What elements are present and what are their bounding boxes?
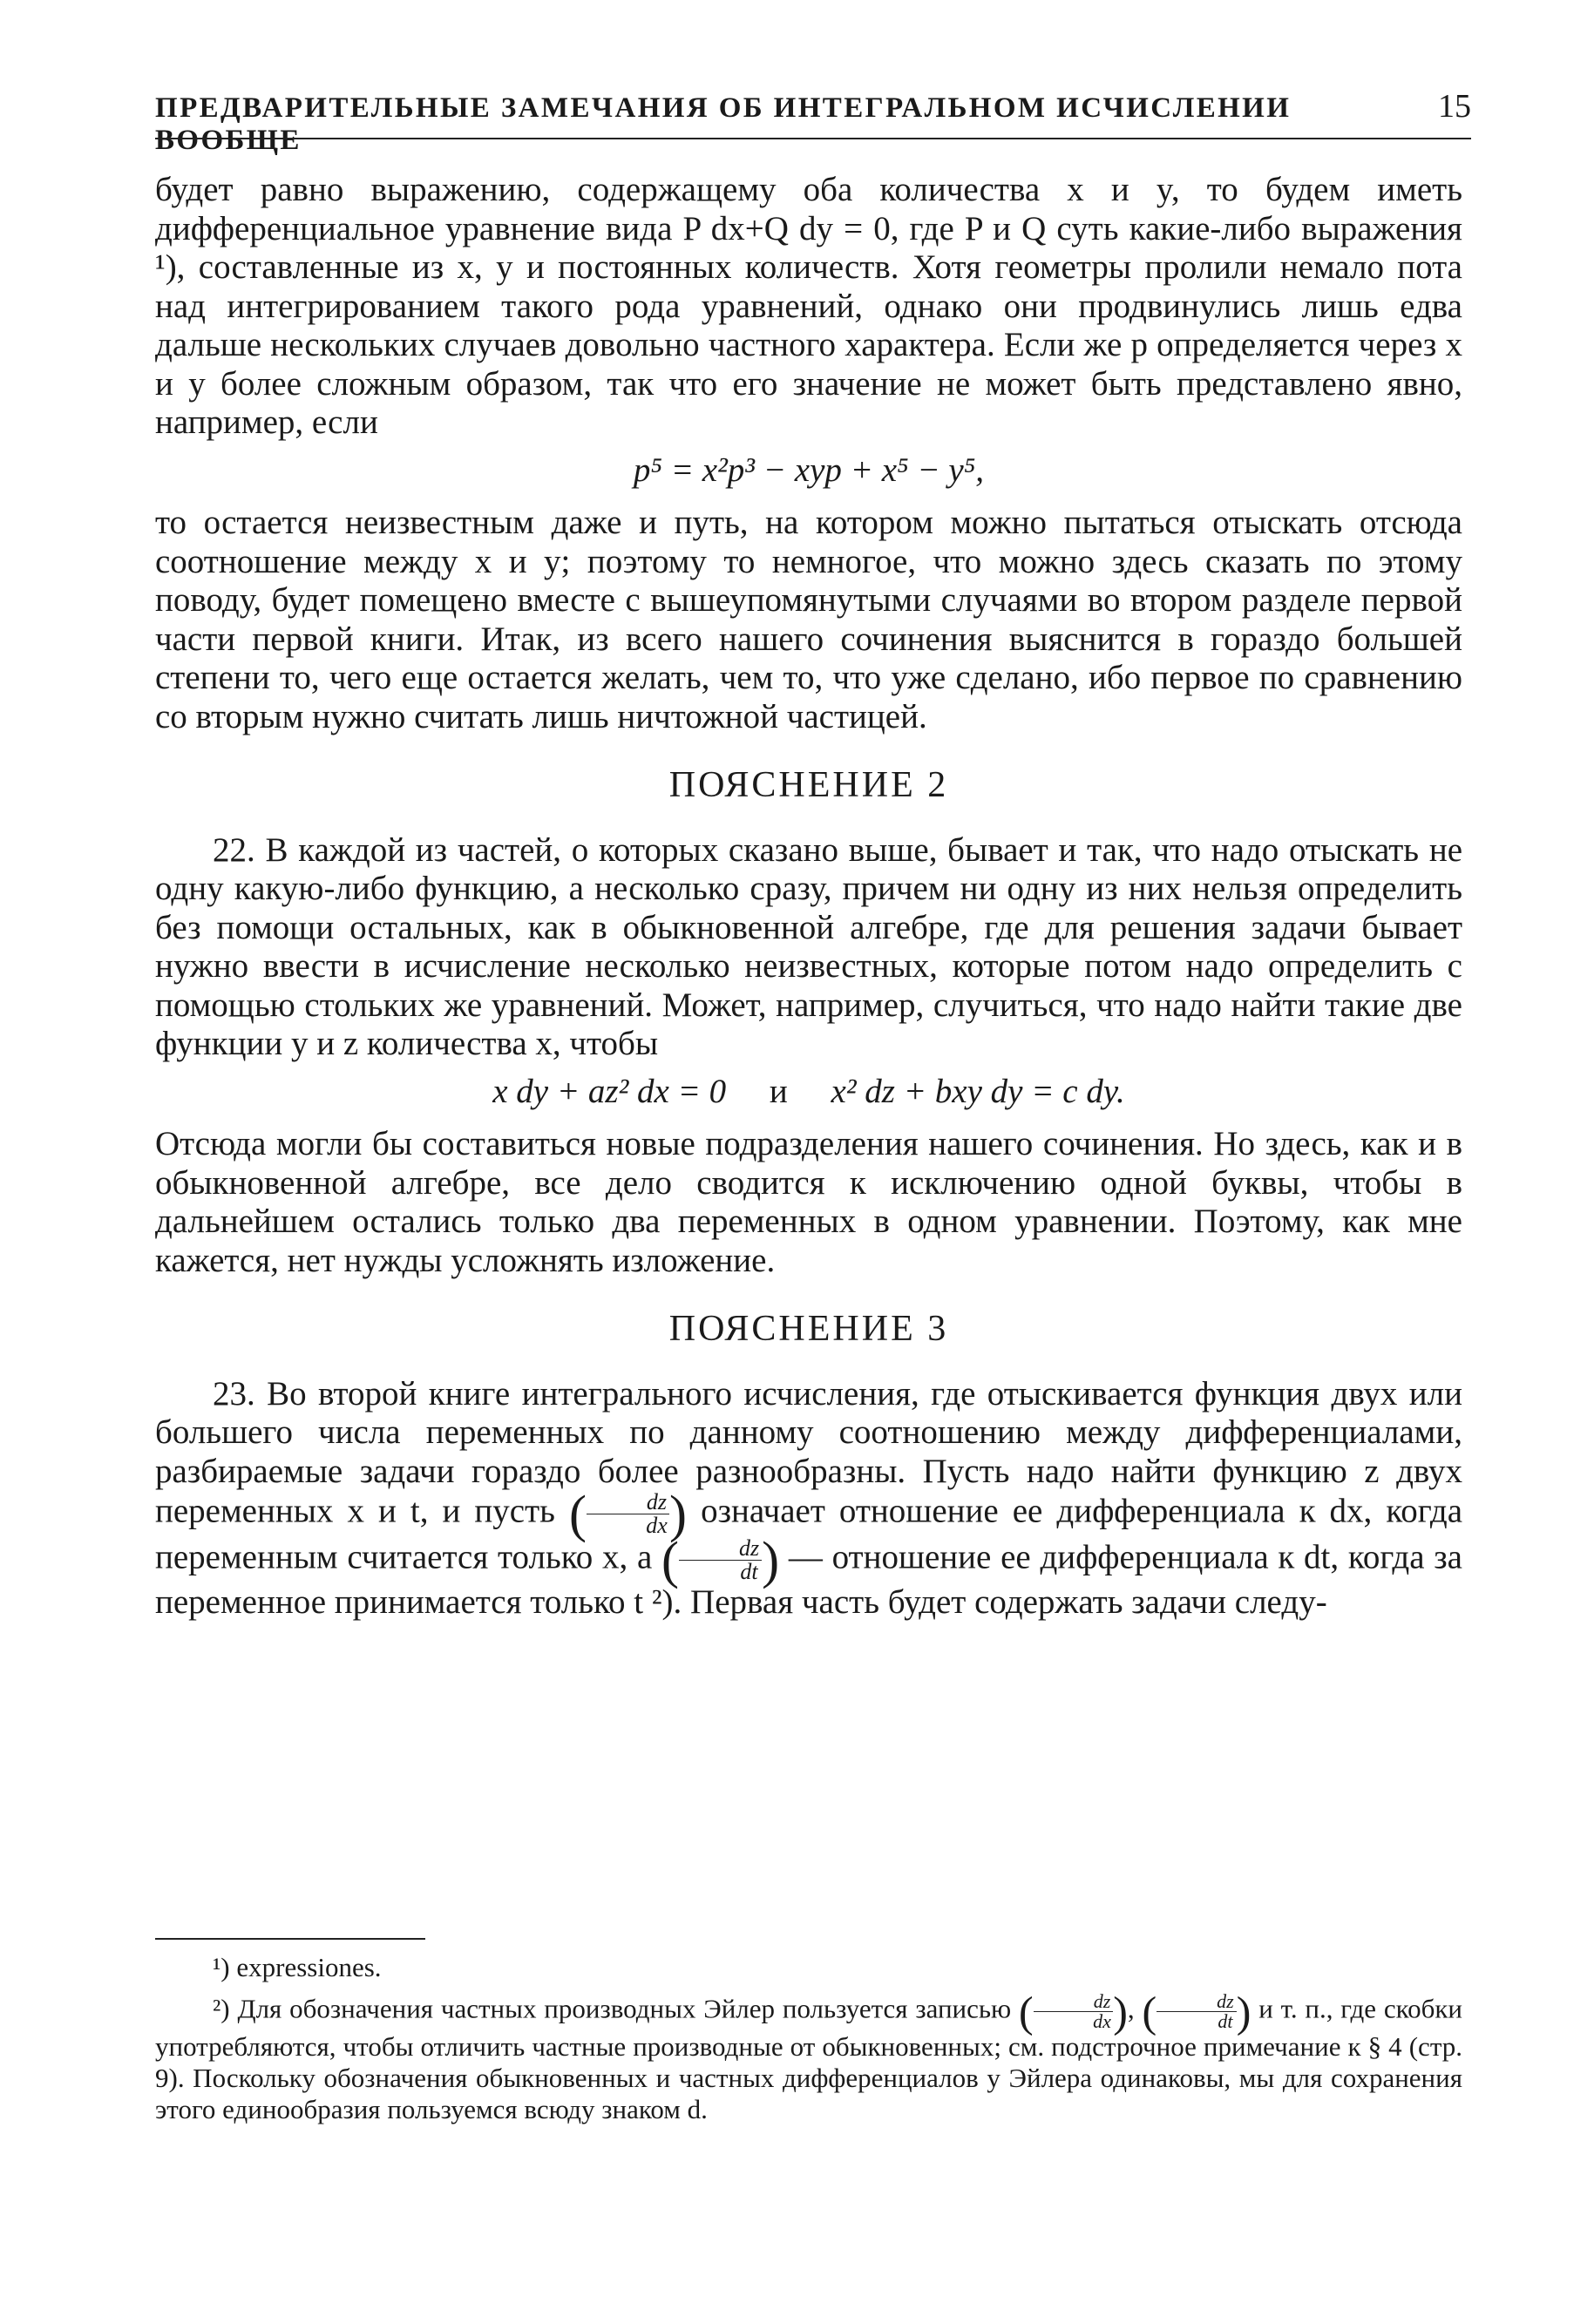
paragraph-22-after: Отсюда могли бы составиться новые подразделения нашего сочинения. Но здесь, как и в обыкновенной алгебре, все дело сводится к исключению одной буквы, чтобы в дальнейшем остались только два переменных в одном уравнении. Поэтому, как мне кажется, нет нужды усложнять изложение. bbox=[155, 1125, 1462, 1279]
formula-left: x dy + az² dx = 0 bbox=[492, 1072, 727, 1110]
header-rule bbox=[155, 138, 1471, 139]
paragraph-22: 22. В каждой из частей, о которых сказано выше, бывает и так, что надо отыскать не одну какую-либо функцию, а несколько сразу, причем ни одну из них нельзя определить без помощи остальных, как в обыкновенной алгебре, где для решения задачи бывает нужно ввести в исчисление несколько неизвестных, которые потом надо определить с помощью стольких же уравнений. Может, например, случиться, что надо найти такие две функции y и z количества x, чтобы bbox=[155, 830, 1462, 1062]
paragraph-23: 23. Во второй книге интегрального исчисления, где отыскивается функция двух или большего числа переменных по данному соотношению между дифференциалами, разбираемые задачи гораздо более разнообразны. Пусть надо найти функцию z двух переменных x и t, и пусть ( $\frac{dz}{dx}$ ) означает отношение ее дифференциала к dx, когда переменным считается только x, а ( $\frac{dz}{dt}$ ) — отношение ее дифференциала к dt, когда за переменное принимается только t ²). Первая часть будет содержать задачи следу- bbox=[155, 1374, 1463, 1621]
section-title-2: ПОЯСНЕНИЕ 2 bbox=[668, 765, 949, 805]
running-head-title: ПРЕДВАРИТЕЛЬНЫЕ ЗАМЕЧАНИЯ ОБ ИНТЕГРАЛЬНОМ ИСЧИСЛЕНИИ ВООБЩЕ bbox=[155, 92, 1292, 156]
footnote-2-rest: и т. п., где скобки употребляются, чтобы отличить частные производные от обыкновенных; см. подстрочное примечание к § 4 (стр. 9). Поскольку обозначения обыкновенных и частных дифференциалов у Эйлера одинаковы, мы для сохранения этого единообразия пользуемся всюду знаком d. bbox=[155, 1993, 1463, 2124]
footnote-2-start: ²) Для обозначения частных производных Эйлер пользуется записью bbox=[213, 1993, 1012, 2024]
page-number: 15 bbox=[1438, 88, 1471, 125]
formula-conjunction: и bbox=[769, 1072, 788, 1110]
main-text bbox=[155, 171, 1462, 1623]
formula-p5: p⁵ = x²p³ − xyp + x⁵ − y⁵, bbox=[633, 451, 985, 489]
running-head bbox=[155, 87, 1471, 157]
paragraph-continuation: будет равно выражению, содержащему оба количества x и y, то будем иметь дифференциальное уравнение вида P dx+Q dy = 0, где P и Q суть какие-либо выражения ¹), составленные из x, y и постоянных количеств. Хотя геометры пролили немало пота над интегрированием такого рода уравнений, однако они продвинулись лишь едва дальше нескольких случаев довольно частного характера. Если же p определяется через x и y более сложным образом, так что его значение не может быть представлено явно, например, если bbox=[155, 171, 1462, 441]
section-title-3: ПОЯСНЕНИЕ 3 bbox=[668, 1309, 949, 1349]
fraction-dz-dt: $\frac{dz}{dt}$ bbox=[679, 1537, 762, 1583]
fraction-dz-dx: $\frac{dz}{dx}$ bbox=[587, 1491, 669, 1537]
fn-fraction-dz-dt: $\frac{dz}{dt}$ bbox=[1156, 1992, 1237, 2031]
footnote-2: ²) Для обозначения частных производных Эйлер пользуется записью ( $\frac{dz}{dx}$ ), ( $\frac{dz}{dt}$ ) и т. п., где скобки употребляются, чтобы отличить частные производные от обыкновенных; см. подстрочное примечание к § 4 (стр. 9). Поскольку обозначения обыкновенных и частных дифференциалов у Эйлера одинаковы, мы для сохранения этого единообразия пользуемся всюду знаком d. bbox=[155, 1987, 1463, 2124]
paragraph-23-mid1: означает отношение ее дифференциала к dx, когда переменным считается только x, а bbox=[155, 1492, 1463, 1576]
formula-system bbox=[155, 1073, 1462, 1112]
formula-right: x² dz + bxy dy = c dy. bbox=[831, 1072, 1125, 1110]
paragraph-23-mid2: — отношение ее дифференциала к dt, когда за переменное принимается только t ²). Первая часть будет содержать задачи следу- bbox=[155, 1538, 1462, 1621]
fn-fraction-dz-dx: $\frac{dz}{dx}$ bbox=[1034, 1992, 1114, 2031]
footnote-rule bbox=[155, 1938, 425, 1940]
paragraph-2: то остается неизвестным даже и путь, на котором можно пытаться отыскать отсюда соотношение между x и y; поэтому то немногое, что можно здесь сказать по этому поводу, будет помещено вместе с вышеупомянутыми случаями во втором разделе первой части первой книги. Итак, из всего нашего сочинения выяснится в гораздо большей степени то, чего еще остается желать, чем то, что уже сделано, ибо первое по сравнению со вторым нужно считать лишь ничтожной частицей. bbox=[155, 504, 1462, 735]
paragraph-23-start: 23. Во второй книге интегрального исчисления, где отыскивается функция двух или большего числа переменных по данному соотношению между дифференциалами, разбираемые задачи гораздо более разнообразны. Пусть надо найти функцию z двух переменных x и t, и пусть bbox=[155, 1374, 1462, 1530]
footnote-1: ¹) expressiones. bbox=[213, 1952, 382, 1982]
footnotes bbox=[155, 1952, 1462, 2134]
